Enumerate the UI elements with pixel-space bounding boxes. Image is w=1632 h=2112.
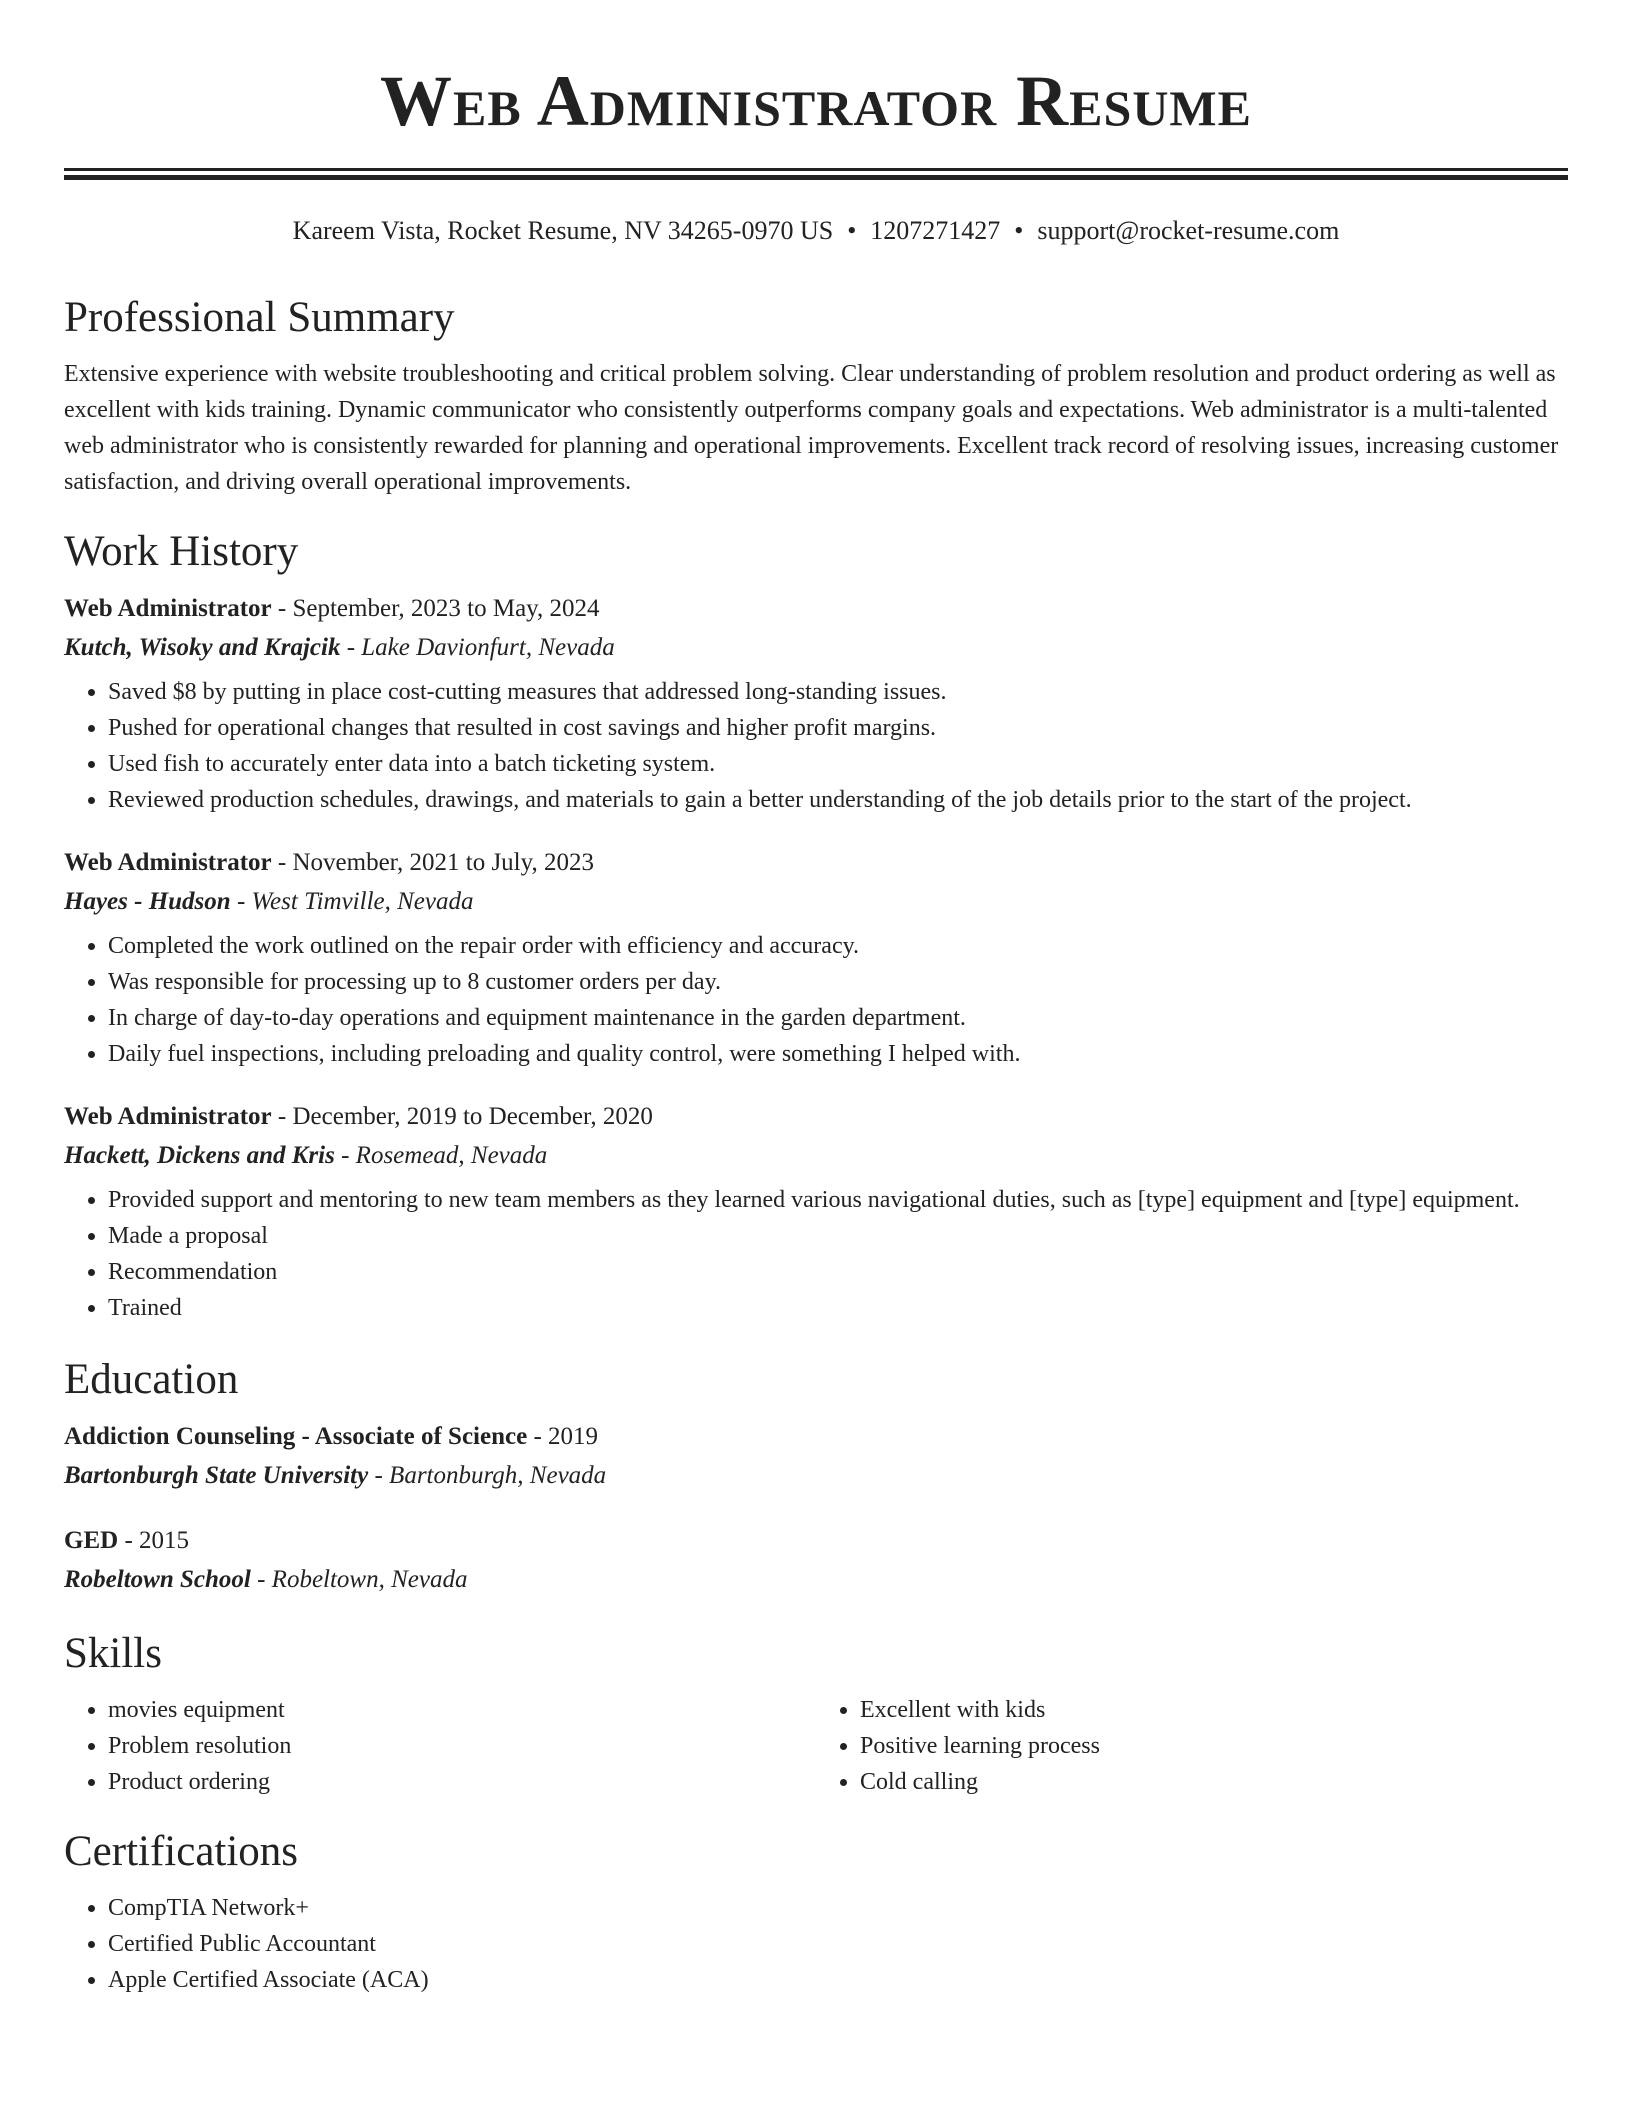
- education-school: Robeltown School: [64, 1566, 251, 1593]
- job-dates: - December, 2019 to December, 2020: [271, 1103, 653, 1130]
- job-location: - Lake Davionfurt, Nevada: [340, 634, 615, 661]
- job-title: Web Administrator: [64, 849, 272, 876]
- job-entry: [64, 844, 1568, 1072]
- contact-phone: 1207271427: [870, 216, 1001, 245]
- list-item: • Provided support and mentoring to new team members as they learned various navigational duties, such as [type] equipment and [type] equipment.: [108, 1182, 1568, 1218]
- list-item: • Trained: [108, 1290, 1568, 1326]
- job-entry: [64, 590, 1568, 818]
- resume-content: [64, 290, 1568, 1998]
- education-location: - Bartonburgh, Nevada: [368, 1462, 607, 1489]
- job-bullets: [64, 674, 1568, 818]
- section-heading-certifications: Certifications: [64, 1828, 299, 1875]
- job-header: [64, 1098, 1568, 1136]
- job-entry: [64, 1098, 1568, 1326]
- education-entry: [64, 1418, 1568, 1496]
- job-company: Hayes - Hudson: [64, 888, 231, 915]
- list-item: • Reviewed production schedules, drawings, and materials to gain a better understanding of the job details prior to the start of the project.: [108, 782, 1568, 818]
- skills-list-right: [816, 1692, 1568, 1800]
- job-company-line: [64, 628, 1568, 668]
- list-item: • Made a proposal: [108, 1218, 1568, 1254]
- summary-section: [64, 290, 1568, 500]
- section-heading-work-history: Work History: [64, 528, 299, 575]
- job-dates: - November, 2021 to July, 2023: [271, 849, 594, 876]
- title-rule-thick: [64, 175, 1568, 180]
- list-item: • Saved $8 by putting in place cost-cutting measures that addressed long-standing issues.: [108, 674, 1568, 710]
- list-item: • Pushed for operational changes that resulted in cost savings and higher profit margins.: [108, 710, 1568, 746]
- list-item: • Was responsible for processing up to 8 customer orders per day.: [108, 964, 1568, 1000]
- job-bullets: [64, 1182, 1568, 1326]
- education-degree: Addiction Counseling - Associate of Science: [64, 1423, 528, 1450]
- job-bullets: [64, 928, 1568, 1072]
- job-company: Hackett, Dickens and Kris: [64, 1142, 335, 1169]
- list-item: • Cold calling: [860, 1764, 1568, 1800]
- list-item: • Used fish to accurately enter data into a batch ticketing system.: [108, 746, 1568, 782]
- list-item: • Completed the work outlined on the repair order with efficiency and accuracy.: [108, 928, 1568, 964]
- contact-separator: •: [847, 216, 857, 245]
- list-item: • Apple Certified Associate (ACA): [108, 1962, 1568, 1998]
- contact-address: Kareem Vista, Rocket Resume, NV 34265-0970 US: [292, 216, 834, 245]
- job-title: Web Administrator: [64, 1103, 272, 1130]
- work-history-section: [64, 524, 1568, 1326]
- list-item: • movies equipment: [108, 1692, 816, 1728]
- job-company: Kutch, Wisoky and Krajcik: [64, 634, 341, 661]
- section-heading-summary: Professional Summary: [64, 294, 455, 341]
- education-section: [64, 1352, 1568, 1600]
- list-item: • Positive learning process: [860, 1728, 1568, 1764]
- education-degree: GED: [64, 1527, 119, 1554]
- education-year: - 2015: [118, 1527, 190, 1554]
- title-rule-thin: [64, 168, 1568, 171]
- contact-line: [0, 214, 1632, 248]
- education-header: [64, 1522, 1568, 1560]
- list-item: • Daily fuel inspections, including preloading and quality control, were something I helped with.: [108, 1036, 1568, 1072]
- resume-title: Web Administrator Resume: [380, 61, 1252, 141]
- job-title: Web Administrator: [64, 595, 272, 622]
- job-dates: - September, 2023 to May, 2024: [271, 595, 600, 622]
- summary-text: Extensive experience with website troubleshooting and critical problem solving. Clear understanding of problem resolution and product ordering as well as excellent with kids training. Dynamic communicator who consistently outperforms company goals and expectations. Web administrator is a multi-talented web administrator who is consistently rewarded for planning and operational improvements. Excellent track record of resolving issues, increasing customer satisfaction, and driving overall operational improvements.: [64, 361, 1559, 495]
- job-company-line: [64, 882, 1568, 922]
- job-company-line: [64, 1136, 1568, 1176]
- certifications-list: [64, 1890, 1568, 1998]
- job-header: [64, 844, 1568, 882]
- education-school: Bartonburgh State University: [64, 1462, 369, 1489]
- section-heading-skills: Skills: [64, 1630, 162, 1677]
- contact-separator: •: [1014, 216, 1024, 245]
- skills-columns: [64, 1692, 1568, 1800]
- education-year: - 2019: [527, 1423, 599, 1450]
- list-item: • Problem resolution: [108, 1728, 816, 1764]
- list-item: • CompTIA Network+: [108, 1890, 1568, 1926]
- list-item: • Recommendation: [108, 1254, 1568, 1290]
- education-school-line: [64, 1560, 1568, 1600]
- list-item: • In charge of day-to-day operations and equipment maintenance in the garden department.: [108, 1000, 1568, 1036]
- section-heading-education: Education: [64, 1356, 239, 1403]
- education-header: [64, 1418, 1568, 1456]
- certifications-section: [64, 1824, 1568, 1998]
- education-school-line: [64, 1456, 1568, 1496]
- skills-list-left: [64, 1692, 816, 1800]
- education-entry: [64, 1522, 1568, 1600]
- list-item: • Excellent with kids: [860, 1692, 1568, 1728]
- job-location: - Rosemead, Nevada: [334, 1142, 548, 1169]
- job-header: [64, 590, 1568, 628]
- job-location: - West Timville, Nevada: [230, 888, 474, 915]
- skills-section: [64, 1626, 1568, 1800]
- list-item: • Product ordering: [108, 1764, 816, 1800]
- education-location: - Robeltown, Nevada: [250, 1566, 468, 1593]
- contact-email: support@rocket-resume.com: [1037, 216, 1340, 245]
- list-item: • Certified Public Accountant: [108, 1926, 1568, 1962]
